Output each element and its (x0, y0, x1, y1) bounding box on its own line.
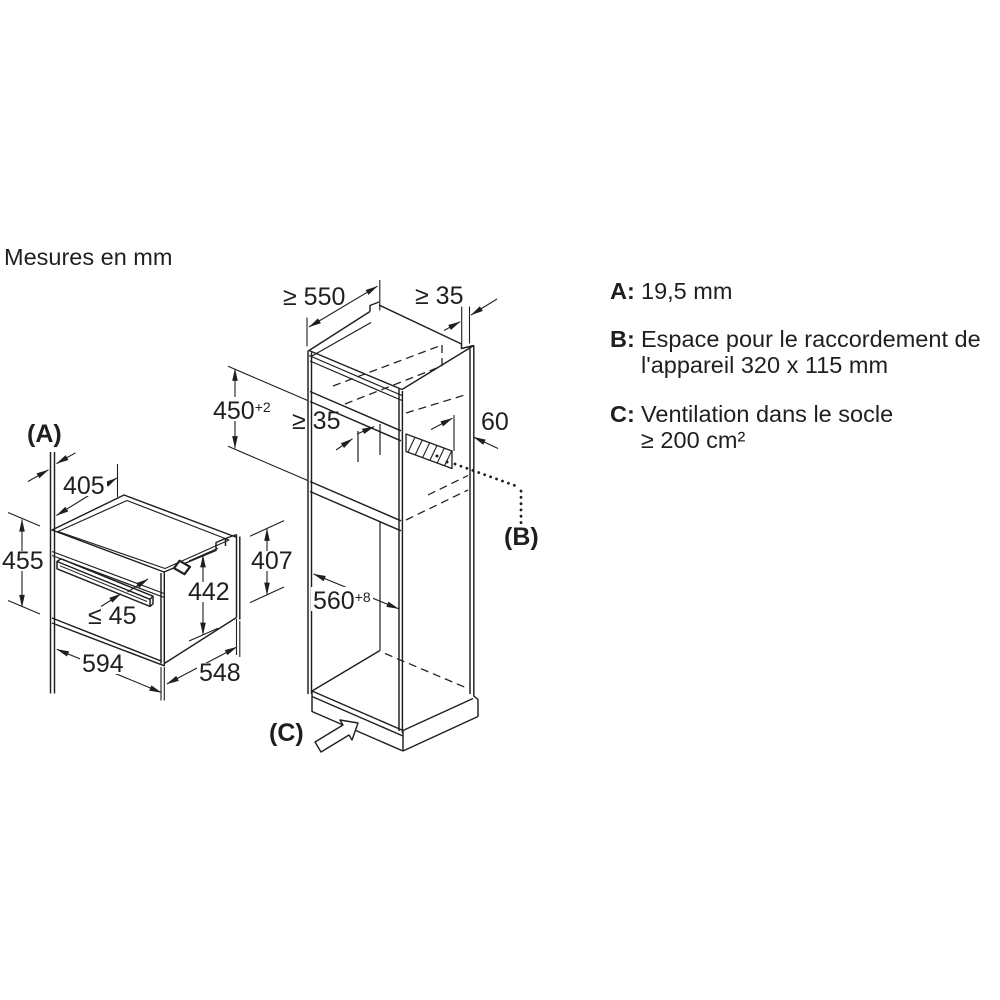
legend-c-line1: Ventilation dans le socle (641, 401, 894, 427)
legend-key-b: B: (610, 326, 635, 352)
plinth-vent-arrow (315, 720, 358, 752)
dim-label-407: 407 (251, 547, 293, 575)
legend-item-c (610, 401, 893, 453)
legend-key-a: A: (610, 278, 635, 304)
dim-label-niche-height (211, 397, 273, 425)
dim-label-inner-gap: ≥ 35 (292, 407, 341, 435)
dim-label-442: 442 (188, 578, 230, 606)
dim-label-top-gap: ≥ 35 (415, 282, 464, 310)
legend-text-c (641, 401, 893, 453)
legend-text-a (641, 278, 732, 304)
dim-label-niche-depth: ≥ 550 (283, 283, 346, 311)
callout-c: (C) (269, 719, 304, 747)
dim-label-455: 455 (2, 547, 44, 575)
niche-height-value: 450 (213, 397, 255, 425)
legend-b-line1: Espace pour le raccordement de (641, 326, 981, 352)
legend-item-b (610, 326, 981, 378)
page-title: Mesures en mm (4, 244, 173, 270)
legend-text-b (641, 326, 981, 378)
hidden-edges-dashed (333, 345, 468, 689)
dim-label-405: 405 (63, 472, 105, 500)
dim-label-niche-width (311, 587, 373, 615)
legend-c-line2: ≥ 200 cm² (641, 427, 746, 453)
cabinet-drawing (308, 302, 521, 752)
legend-item-a (610, 278, 732, 304)
dim-label-548: 548 (199, 659, 241, 687)
niche-width-value: 560 (313, 587, 355, 615)
dim-label-60: 60 (481, 408, 509, 436)
connection-space-hatch (406, 434, 452, 469)
legend-a-line1: 19,5 mm (641, 278, 733, 304)
callout-a: (A) (27, 420, 62, 448)
legend-key-c: C: (610, 401, 635, 427)
legend-b-line2: l'appareil 320 x 115 mm (641, 352, 889, 378)
niche-height-tolerance: +2 (254, 399, 271, 415)
dim-label-594: 594 (82, 650, 124, 678)
niche-width-tolerance: +8 (354, 589, 371, 605)
dim-label-handle: ≤ 45 (88, 602, 137, 630)
dotted-leader-b (455, 464, 521, 526)
callout-b: (B) (504, 523, 539, 551)
